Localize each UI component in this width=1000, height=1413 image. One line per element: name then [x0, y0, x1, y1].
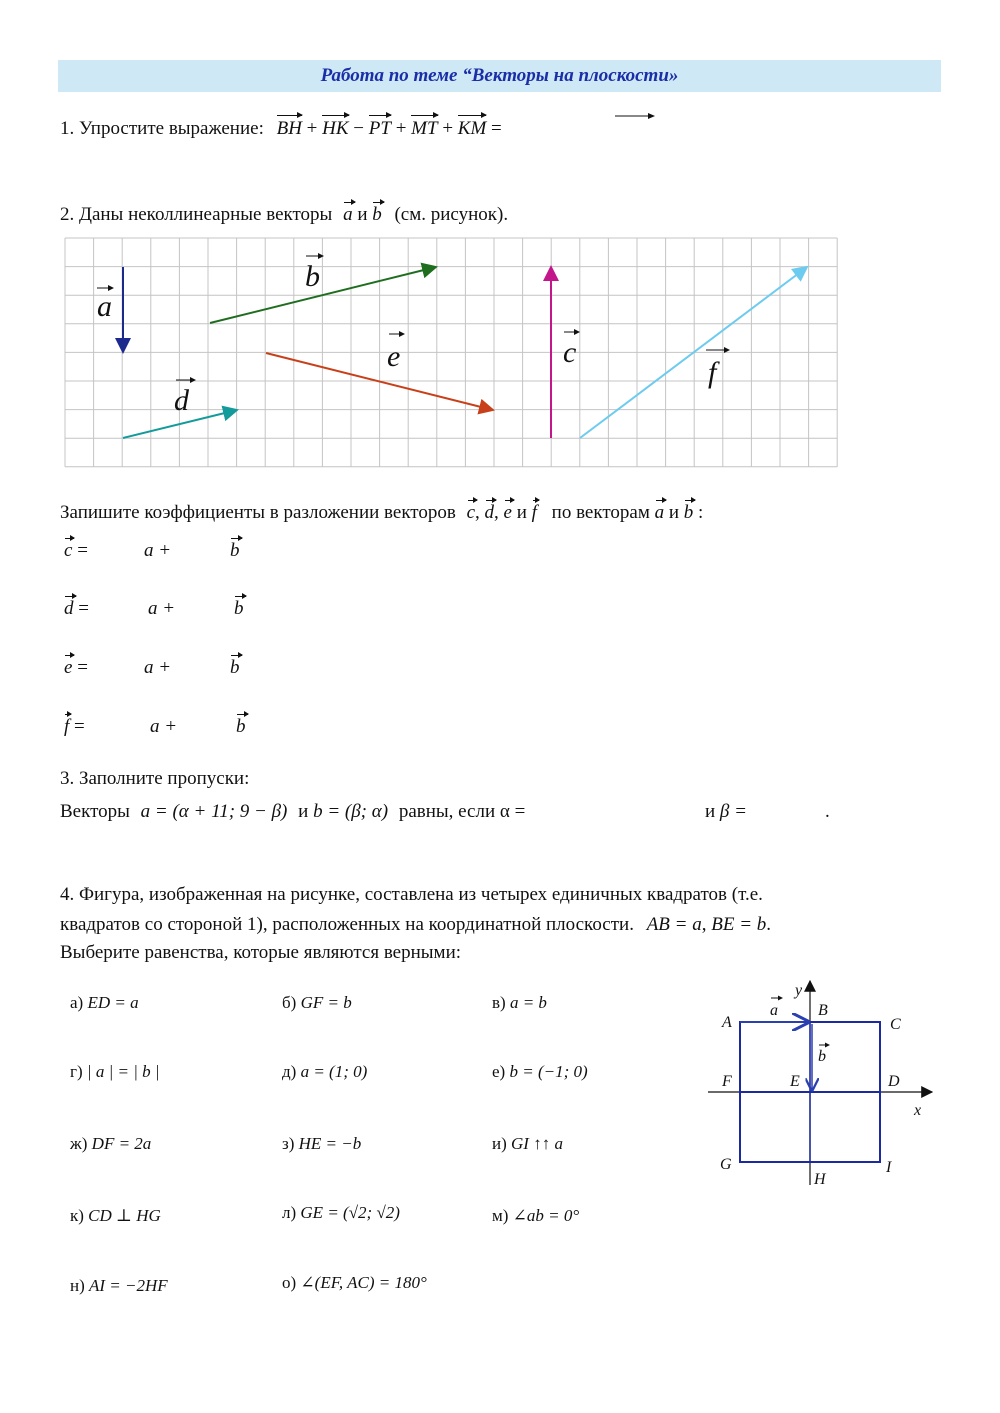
- svg-text:d: d: [174, 384, 189, 417]
- title-bar: [58, 60, 941, 92]
- option-b[interactable]: б) GF = b: [282, 993, 352, 1012]
- option-v[interactable]: в) a = b: [492, 993, 547, 1012]
- svg-text:C: C: [890, 1016, 901, 1033]
- option-o[interactable]: о) ∠(EF, AC) = 180°: [282, 1273, 427, 1292]
- svg-text:E: E: [790, 1073, 800, 1090]
- squares-figure: [700, 975, 945, 1195]
- label-b: [305, 253, 324, 293]
- svg-text:y: y: [795, 982, 803, 999]
- q1-line: [60, 118, 502, 140]
- svg-text:c: c: [563, 336, 577, 369]
- option-g[interactable]: г) | a | = | b |: [70, 1062, 160, 1081]
- q4-line2: квадратов со стороной 1), расположенных на координатной плоскости. AB = a, BE = b.: [60, 914, 772, 935]
- q1-term: BH: [276, 118, 302, 139]
- page-title: Работа по теме “Векторы на плоскости»: [320, 65, 679, 86]
- q4-ab-eq: AB = a: [646, 914, 702, 935]
- q2-row-d: d = a + b: [64, 598, 244, 619]
- label-f: [706, 347, 730, 389]
- q1-label: 1. Упростите выражение:: [60, 118, 264, 139]
- label-c: [563, 329, 580, 369]
- svg-text:F: F: [722, 1073, 732, 1090]
- q2-row-c: c = a + b: [64, 540, 240, 561]
- option-l[interactable]: л) GE = (√2; √2): [282, 1203, 400, 1222]
- q3-end: .: [825, 801, 830, 822]
- svg-text:G: G: [720, 1156, 732, 1173]
- q3-b-def: b = (β; α): [313, 801, 389, 822]
- option-d[interactable]: д) a = (1; 0): [282, 1062, 368, 1081]
- q2-task: Запишите коэффициенты в разложении векторов c, d, e и f по векторам a и b :: [60, 502, 704, 523]
- svg-text:x: x: [914, 1102, 922, 1119]
- option-k[interactable]: к) CD ⊥ HG: [70, 1206, 161, 1225]
- q1-expression: BH + HK − PT + MT + KM =: [276, 118, 502, 139]
- q1-term: MT: [411, 118, 438, 139]
- q2-row-f: f = a + b: [64, 716, 246, 737]
- option-zh[interactable]: ж) DF = 2a: [70, 1134, 152, 1153]
- label-d: [174, 377, 196, 417]
- option-e[interactable]: е) b = (−1; 0): [492, 1062, 588, 1081]
- q3-beta: и β =: [705, 801, 747, 822]
- option-z[interactable]: з) HE = −b: [282, 1134, 362, 1153]
- svg-text:a: a: [97, 290, 112, 323]
- svg-text:A: A: [722, 1014, 732, 1031]
- option-a[interactable]: а) ED = a: [70, 993, 139, 1012]
- q1-answer-arrow: [614, 110, 658, 122]
- q2-intro: 2. Даны неколлинеарные векторы a и b (см. рисунок).: [60, 204, 509, 225]
- svg-text:I: I: [886, 1159, 892, 1176]
- svg-text:f: f: [708, 356, 717, 389]
- q1-term: PT: [368, 118, 391, 139]
- svg-text:b: b: [305, 260, 320, 293]
- q2-row-e: e = a + b: [64, 657, 240, 678]
- svg-text:a: a: [770, 1002, 778, 1019]
- svg-text:e: e: [387, 340, 401, 373]
- svg-text:b: b: [818, 1048, 826, 1065]
- q3-line: Векторы a = (α + 11; 9 − β) и b = (β; α) равны, если α =: [60, 801, 526, 822]
- q3-a-def: a = (α + 11; 9 − β): [140, 801, 288, 822]
- q4-line3: Выберите равенства, которые являются верными:: [60, 942, 462, 963]
- option-i[interactable]: и) GI ↑↑ a: [492, 1134, 563, 1153]
- option-m[interactable]: м) ∠ab = 0°: [492, 1206, 580, 1225]
- q1-term: KM: [457, 118, 487, 139]
- label-a: [97, 285, 114, 323]
- q4-line1: 4. Фигура, изображенная на рисунке, составлена из четырех единичных квадратов (т.е.: [60, 884, 763, 905]
- vector-grid-figure: [60, 234, 840, 472]
- svg-text:D: D: [888, 1073, 900, 1090]
- svg-text:H: H: [814, 1171, 826, 1188]
- q1-term: HK: [322, 118, 349, 139]
- svg-text:B: B: [818, 1002, 828, 1019]
- q4-be-eq: BE = b: [711, 914, 767, 935]
- q3-label: 3. Заполните пропуски:: [60, 768, 250, 789]
- option-n[interactable]: н) AI = −2HF: [70, 1276, 168, 1295]
